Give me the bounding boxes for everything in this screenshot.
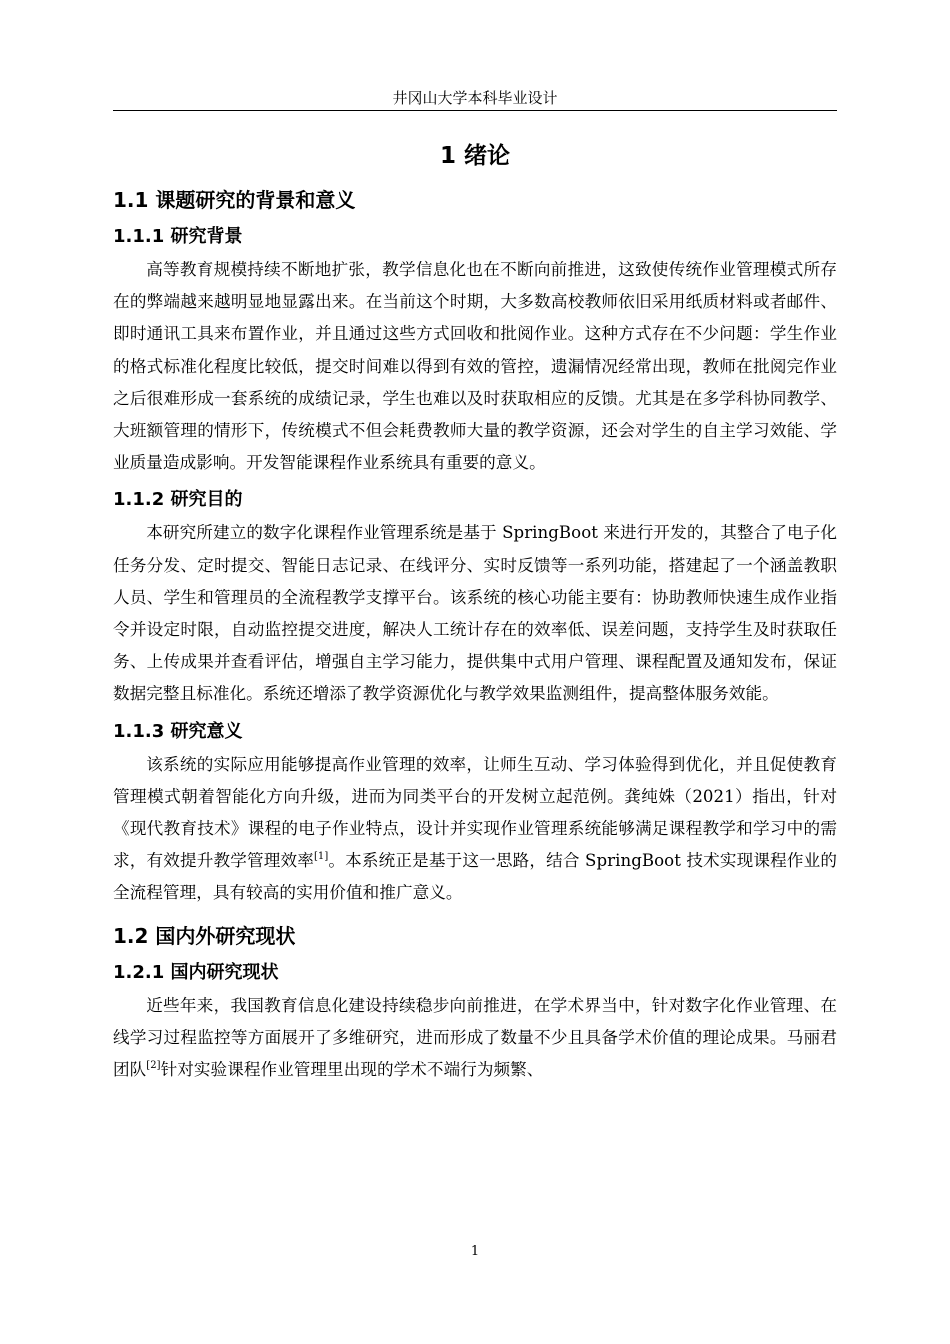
citation-ref-2: [2] (146, 1060, 161, 1072)
paragraph-text: 。本系统正是基于这一思路，结合 SpringBoot 技术实现课程作业的全流程管理，具有较高的实用价值和推广意义。 (113, 851, 837, 903)
citation-ref-1: [1] (313, 851, 329, 863)
section-title-1-2: 1.2 国内外研究现状 (113, 923, 296, 948)
paragraph-research-purpose: 本研究所建立的数字化课程作业管理系统是基于 SpringBoot 来进行开发的，其整合了电子化任务分发、定时提交、智能日志记录、在线评分、实时反馈等一系列功能，搭建起了一个涵盖教职人员、学生和管理员的全流程教学支撑平台。该系统的核心功能主要有：协助教师快速生成作业指令并设定时限，自动监控提交进度，解决人工统计存在的效率低、误差问题，支持学生及时获取任务、上传成果并查看评估，增强自主学习能力，提供集中式用户管理、课程配置及通知发布，保证数据完整且标准化。系统还增添了教学资源优化与教学效果监测组件，提高整体服务效能。 (113, 523, 837, 704)
page-number: 1 (470, 1244, 480, 1259)
subsection-title-1-1-1: 1.1.1 研究背景 (113, 226, 243, 247)
paragraph-text: 近些年来，我国教育信息化建设持续稳步向前推进，在学术界当中，针对数字化作业管理、在线学习过程监控等方面展开了多维研究，进而形成了数量不少且具备学术价值的理论成果。马丽君团队 (113, 995, 837, 1080)
running-header: 井冈山大学本科毕业设计 (392, 89, 558, 107)
page-body (113, 134, 837, 1086)
paragraph-text: 针对实验课程作业管理里出现的学术不端行为频繁、 (160, 1060, 544, 1080)
paragraph-research-background: 高等教育规模持续不断地扩张，教学信息化也在不断向前推进，这致使传统作业管理模式所存在的弊端越来越明显地显露出来。在当前这个时期，大多数高校教师依旧采用纸质材料或者邮件、即时通讯工具来布置作业，并且通过这些方式回收和批阅作业。这种方式存在不少问题：学生作业的格式标准化程度比较低，提交时间难以得到有效的管控，遗漏情况经常出现，教师在批阅完作业之后很难形成一套系统的成绩记录，学生也难以及时获取相应的反馈。尤其是在多学科协同教学、大班额管理的情形下，传统模式不但会耗费教师大量的教学资源，还会对学生的自主学习效能、学业质量造成影响。开发智能课程作业系统具有重要的意义。 (113, 260, 837, 473)
subsection-title-1-1-2: 1.1.2 研究目的 (113, 489, 243, 511)
paragraph-text: 该系统的实际应用能够提高作业管理的效率，让师生互动、学习体验得到优化，并且促使教育管理模式朝着智能化方向升级，进而为同类平台的开发树立起范例。龚纯姝（2021）指出，针对《现代教育技术》课程的电子作业特点，设计并实现作业管理系统能够满足课程教学和学习中的需求，有效提升教学管理效率 (113, 754, 837, 871)
header-rule (113, 110, 837, 111)
chapter-title: 1 绪论 (439, 143, 510, 169)
subsection-title-1-1-3: 1.1.3 研究意义 (113, 720, 243, 742)
paragraph-domestic-research (113, 990, 837, 1087)
paragraph-research-significance (113, 749, 837, 910)
section-title-1-1: 1.1 课题研究的背景和意义 (113, 188, 356, 212)
subsection-title-1-2-1: 1.2.1 国内研究现状 (113, 961, 279, 983)
